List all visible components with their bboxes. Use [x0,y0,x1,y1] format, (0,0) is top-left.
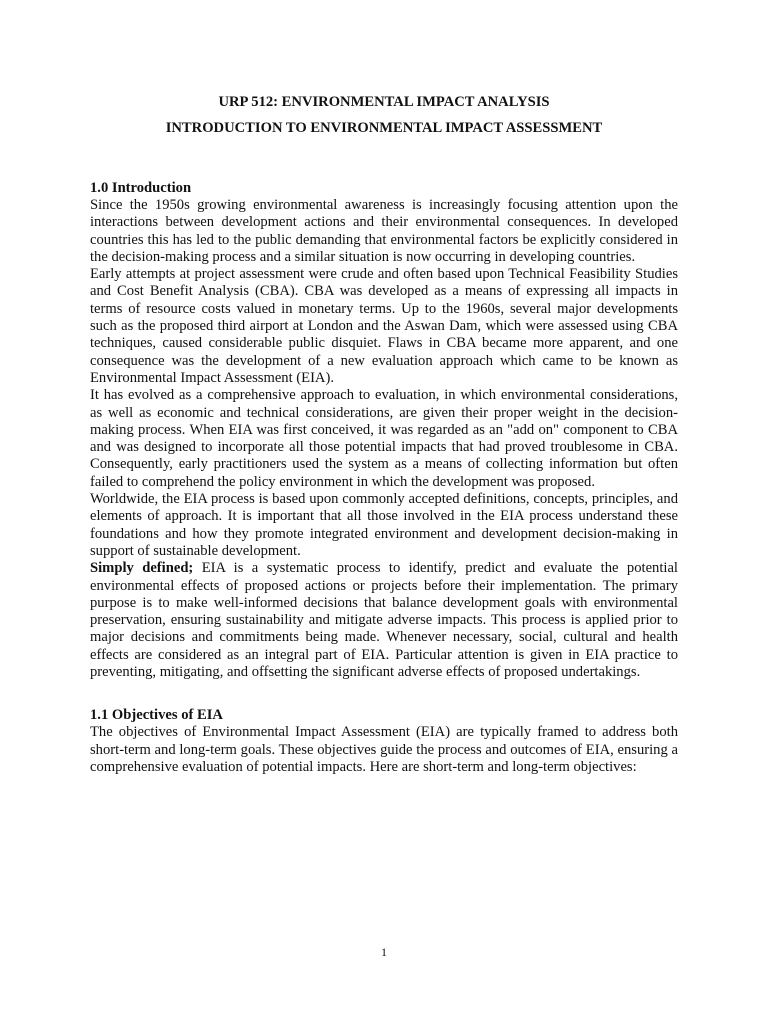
section-heading-objectives: 1.1 Objectives of EIA [90,707,223,724]
page-number: 1 [381,945,387,959]
document-subtitle: INTRODUCTION TO ENVIRONMENTAL IMPACT ASSESSMENT [165,120,603,136]
paragraph: Early attempts at project assessment were crude and often based upon Technical Feasibility Studies and Cost Benefit Analysis (CBA). CBA was developed as a means of expressing all impacts in terms of resource costs valued in monetary terms. Up to the 1960s, several major developments such as the proposed third airport at London and the Aswan Dam, which were assessed using CBA techniques, caused considerable public disquiet. Flaws in CBA became more apparent, and one consequence was the development of a new evaluation approach which came to be known as Environmental Impact Assessment (EIA). [90,266,678,386]
definition-paragraph [90,560,678,681]
definition-lead: Simply defined; [90,560,194,577]
paragraph: The objectives of Environmental Impact Assessment (EIA) are typically framed to address both short-term and long-term goals. These objectives guide the process and outcomes of EIA, ensuring a comprehensive evaluation of potential impacts. Here are short-term and long-term objectives: [90,724,678,775]
paragraph: Worldwide, the EIA process is based upon commonly accepted definitions, concepts, principles, and elements of approach. It is important that all those involved in the EIA process understand these foundations and how they promote integrated environment and development decision-making in support of sustainable development. [90,491,678,559]
paragraph: It has evolved as a comprehensive approach to evaluation, in which environmental considerations, as well as economic and technical considerations, are given their proper weight in the decision-making process. When EIA was first conceived, it was regarded as an "add on" component to CBA and was designed to incorporate all those potential impacts that had proved troublesome in CBA. Consequently, early practitioners used the system as a means of collecting information but often failed to comprehend the policy environment in which the development was proposed. [90,387,678,490]
definition-text: EIA is a systematic process to identify, predict and evaluate the potential environmental effects of proposed actions or projects before their implementation. The primary purpose is to make well-informed decisions that balance development goals with environmental preservation, ensuring sustainability and mitigate adverse impacts. This process is applied prior to major decisions and commitments being made. Whenever necessary, social, cultural and health effects are considered as an integral part of EIA. Particular attention is given in EIA practice to preventing, mitigating, and offsetting the significant adverse effects of proposed undertakings. [90,560,678,681]
paragraph: Since the 1950s growing environmental awareness is increasingly focusing attention upon the interactions between development actions and their environmental consequences. In developed countries this has led to the public demanding that environmental factors be explicitly considered in the decision-making process and a similar situation is now occurring in developing countries. [90,197,678,265]
page-content [90,94,678,776]
section-heading-introduction: 1.0 Introduction [90,180,192,196]
document-title: URP 512: ENVIRONMENTAL IMPACT ANALYSIS [218,94,550,110]
